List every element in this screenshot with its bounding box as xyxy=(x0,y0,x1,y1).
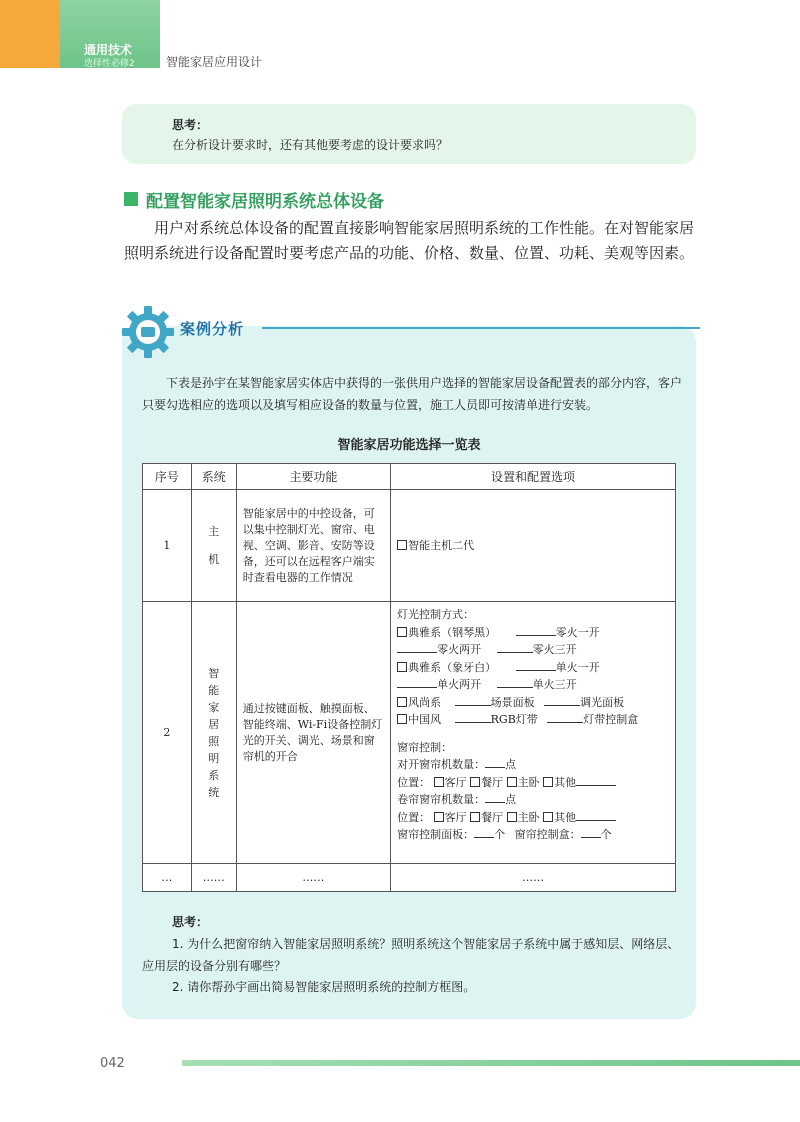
think-question-1: 1. 为什么把窗帘纳入智能家居照明系统？照明系统这个智能家居子系统中属于感知层、网络层、应用层的设备分别有哪些？ xyxy=(142,937,680,973)
system-char: 智 xyxy=(208,666,220,680)
table-row xyxy=(143,864,676,892)
option-label: 餐厅 xyxy=(481,775,504,789)
checkbox[interactable] xyxy=(397,627,407,637)
option-label: 单火三开 xyxy=(532,678,577,691)
option-label: RGB灯带 xyxy=(490,713,538,726)
think-title: 思考： xyxy=(172,915,209,929)
system-char: 家 xyxy=(208,700,220,714)
option-label: 点 xyxy=(505,758,517,771)
header-system: 系统 xyxy=(191,464,236,490)
case-analysis-label: 案例分析 xyxy=(180,320,245,338)
chapter-title: 智能家居应用设计 xyxy=(166,55,263,69)
checkbox[interactable] xyxy=(397,540,407,550)
option-label: 个 xyxy=(600,828,612,841)
option-label: 对开窗帘机数量： xyxy=(397,758,486,771)
blank-field[interactable] xyxy=(485,793,505,803)
think-question: 在分析设计要求时，还有其他要考虑的设计要求吗？ xyxy=(172,138,449,152)
checkbox[interactable] xyxy=(397,697,407,707)
row-no: 1 xyxy=(143,490,192,602)
option-label: 单火两开 xyxy=(437,678,482,691)
section-marker-icon xyxy=(124,192,138,206)
row-function: 智能家居中的中控设备，可以集中控制灯光、窗帘、电视、空调、影音、安防等设备，还可以在远程客户端实时查看电器的工作情况 xyxy=(236,490,390,602)
section-title: 配置智能家居照明系统总体设备 xyxy=(146,192,384,212)
row-no: … xyxy=(143,864,192,892)
option-label: 调光面板 xyxy=(580,695,625,709)
blank-field[interactable] xyxy=(516,626,556,636)
option-label: 主卧 xyxy=(517,810,540,824)
table-header-row xyxy=(143,464,676,490)
option-label: 卷帘窗帘机数量： xyxy=(397,793,486,806)
blank-field[interactable] xyxy=(576,811,616,821)
option-label: 窗帘控制盒： xyxy=(514,828,581,841)
blank-field[interactable] xyxy=(497,678,533,688)
option-label: 典雅系（象牙白） xyxy=(408,660,497,674)
book-title: 通用技术 xyxy=(84,43,133,57)
option-label: 位置： xyxy=(397,775,431,789)
checkbox[interactable] xyxy=(434,812,444,822)
checkbox[interactable] xyxy=(507,777,517,787)
system-char: 能 xyxy=(208,683,220,697)
table-row xyxy=(143,490,676,602)
row-system: …… xyxy=(191,864,236,892)
option-label: 其他 xyxy=(554,810,577,824)
option-label: 中国风 xyxy=(408,713,442,726)
option-label: 客厅 xyxy=(444,775,467,789)
option-label: 单火一开 xyxy=(555,660,600,674)
option-label: 零火三开 xyxy=(532,643,577,656)
curtain-control-title: 窗帘控制： xyxy=(397,740,453,754)
option-label: 餐厅 xyxy=(481,810,504,824)
blank-field[interactable] xyxy=(581,828,601,838)
option-label: 位置： xyxy=(397,810,431,824)
header-orange-block xyxy=(0,0,60,68)
system-char: 系 xyxy=(208,768,220,782)
option-label: 零火一开 xyxy=(555,625,600,639)
checkbox[interactable] xyxy=(543,812,553,822)
option-label: 智能主机二代 xyxy=(408,538,475,552)
blank-field[interactable] xyxy=(474,828,494,838)
row-options xyxy=(391,602,676,864)
option-label: 灯带控制盒 xyxy=(583,713,639,726)
option-label: 其他 xyxy=(554,775,577,789)
config-table xyxy=(142,463,676,892)
checkbox[interactable] xyxy=(397,714,407,724)
checkbox[interactable] xyxy=(470,812,480,822)
header-options: 设置和配置选项 xyxy=(391,464,676,490)
blank-field[interactable] xyxy=(455,696,491,706)
header-function: 主要功能 xyxy=(236,464,390,490)
system-char: 主 xyxy=(208,524,220,538)
case-divider xyxy=(262,327,700,329)
footer-bar xyxy=(182,1060,800,1066)
section-body: 用户对系统总体设备的配置直接影响智能家居照明系统的工作性能。在对智能家居照明系统进行设备配置时要考虑产品的功能、价格、数量、位置、功耗、美观等因素。 xyxy=(124,219,695,262)
blank-field[interactable] xyxy=(547,713,583,723)
blank-field[interactable] xyxy=(576,776,616,786)
system-char: 机 xyxy=(208,552,220,566)
think-question-2: 2. 请你帮孙宇画出简易智能家居照明系统的控制方框图。 xyxy=(172,980,476,994)
page-number: 042 xyxy=(100,1056,125,1071)
option-label: 风尚系 xyxy=(408,695,442,709)
option-label: 典雅系（钢琴黑） xyxy=(408,625,497,639)
checkbox[interactable] xyxy=(397,662,407,672)
think-title: 思考： xyxy=(172,118,209,132)
checkbox[interactable] xyxy=(543,777,553,787)
checkbox[interactable] xyxy=(507,812,517,822)
row-function: 通过按键面板、触摸面板、智能终端、Wi-Fi设备控制灯光的开关、调光、场景和窗帘机的开合 xyxy=(236,602,390,864)
blank-field[interactable] xyxy=(455,713,491,723)
blank-field[interactable] xyxy=(397,678,437,688)
system-char: 统 xyxy=(208,785,220,799)
option-label: 客厅 xyxy=(444,810,467,824)
system-char: 照 xyxy=(208,734,220,748)
blank-field[interactable] xyxy=(544,696,580,706)
case-intro: 下表是孙宇在某智能家居实体店中获得的一张供用户选择的智能家居设备配置表的部分内容，客户只要勾选相应的选项以及填写相应设备的数量与位置，施工人员即可按清单进行安装。 xyxy=(142,376,683,412)
blank-field[interactable] xyxy=(397,643,437,653)
think-box xyxy=(122,104,696,164)
option-label: 主卧 xyxy=(517,775,540,789)
option-label: 个 xyxy=(494,828,506,841)
blank-field[interactable] xyxy=(516,661,556,671)
light-control-title: 灯光控制方式： xyxy=(397,608,475,621)
blank-field[interactable] xyxy=(485,758,505,768)
option-label: 零火两开 xyxy=(437,643,482,656)
table-title: 智能家居功能选择一览表 xyxy=(337,438,481,453)
option-label: 场景面板 xyxy=(490,695,535,709)
row-options xyxy=(391,490,676,602)
row-system xyxy=(191,602,236,864)
row-no: 2 xyxy=(143,602,192,864)
option-label: 窗帘控制面板： xyxy=(397,828,475,841)
header-no: 序号 xyxy=(143,464,192,490)
row-function: …… xyxy=(236,864,390,892)
row-system xyxy=(191,490,236,602)
checkbox[interactable] xyxy=(470,777,480,787)
book-subtitle: 选择性必修2 xyxy=(84,59,135,69)
system-char: 居 xyxy=(208,717,220,731)
row-options: …… xyxy=(391,864,676,892)
table-row xyxy=(143,602,676,864)
option-label: 点 xyxy=(505,793,517,806)
gear-icon xyxy=(120,304,176,360)
checkbox[interactable] xyxy=(434,777,444,787)
blank-field[interactable] xyxy=(497,643,533,653)
system-char: 明 xyxy=(208,751,220,765)
